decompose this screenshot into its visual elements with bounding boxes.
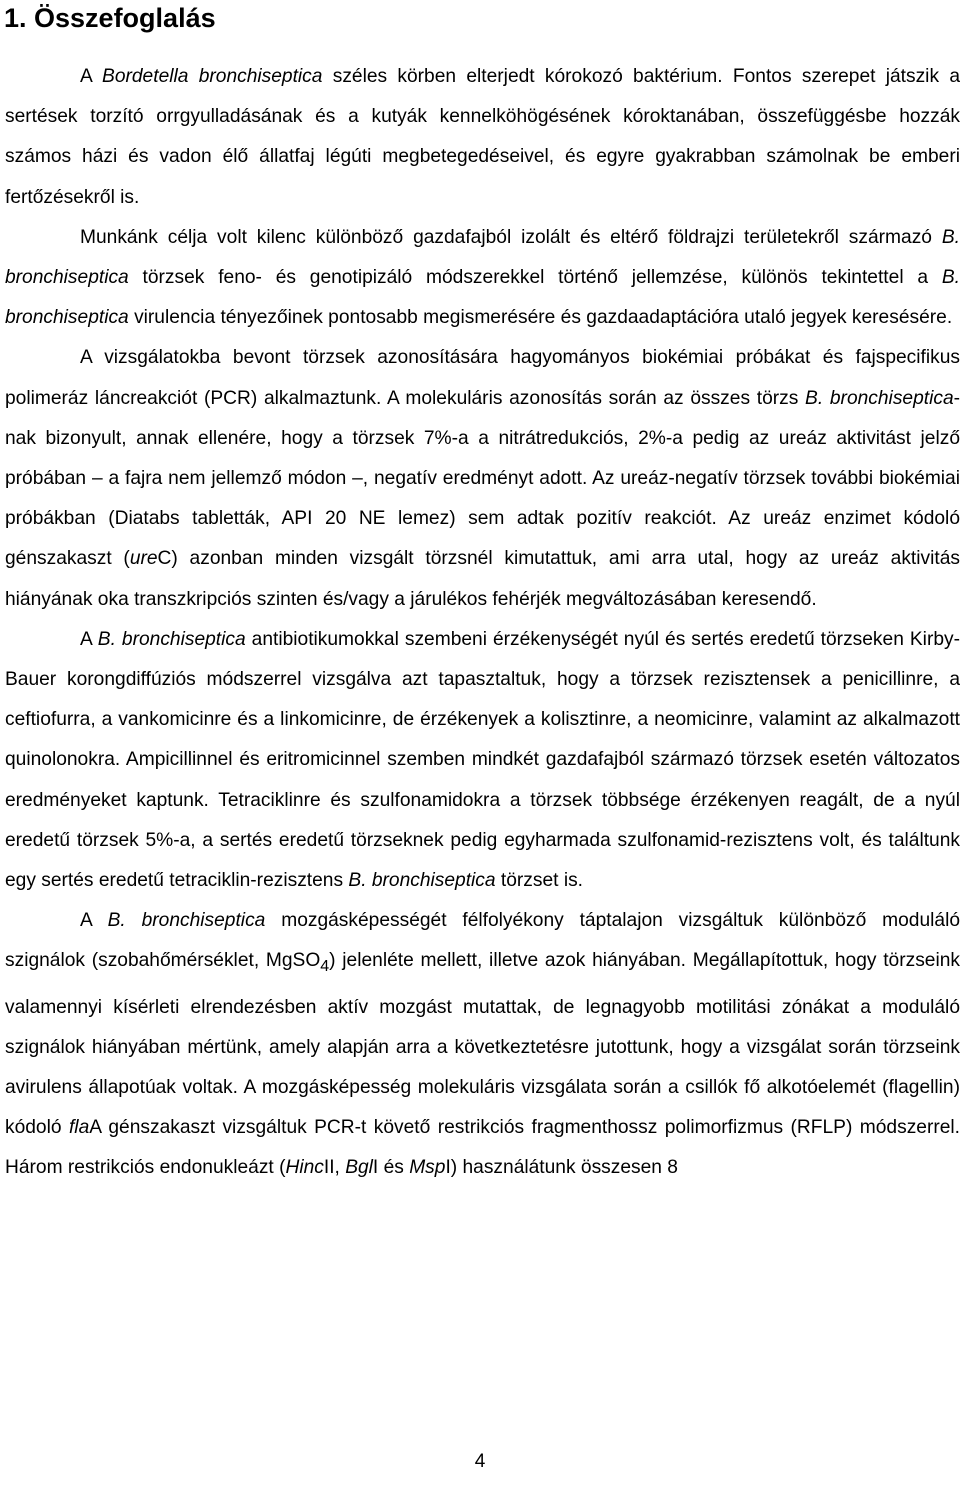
page-number: 4 xyxy=(474,1451,486,1472)
paragraph-5 xyxy=(5,901,960,1188)
text-run: A xyxy=(80,628,98,650)
text-run: mozgásképességét félfolyékony táptalajon vizsgáltuk különböző moduláló szignálok (szobahőmérséklet, MgSO xyxy=(5,910,960,972)
paragraph-3 xyxy=(5,338,960,619)
italic-term: B. bronchiseptica xyxy=(348,870,496,892)
text-run: törzset is. xyxy=(495,870,584,892)
italic-term: fla xyxy=(68,1117,90,1139)
text-run: virulencia tényezőinek pontosabb megismerésére és gazdaadaptációra utaló jegyek keresésére. xyxy=(128,307,953,329)
text-run: ) jelenléte mellett, illetve azok hiányában. Megállapítottuk, hogy törzseink valamennyi kísérleti elrendezésben aktív mozgást mutattak, de legnagyobb motilitási zónákat a moduláló szignálok hiányában mértünk, amely alapján arra a következtetésre jutottunk, hogy a vizsgálat során törzseink avirulens állapotúak voltak. A mozgásképesség molekuláris vizsgálata során a csillók fő alkotóelemét (flagellin) kódoló xyxy=(5,950,960,1139)
italic-term: Msp xyxy=(409,1157,446,1179)
text-run: I és xyxy=(372,1157,410,1179)
italic-term: B. bronchiseptica xyxy=(5,267,960,329)
paragraph-4 xyxy=(5,620,960,901)
italic-term: Bgl xyxy=(345,1157,373,1179)
italic-term: B. bronchiseptica xyxy=(97,628,246,650)
text-run: antibiotikumokkal szembeni érzékenységét nyúl és sertés eredetű törzseken Kirby-Bauer korongdiffúziós módszerrel vizsgálva azt tapasztaltuk, hogy a törzsek rezisztensek a penicillinre, a ceftiofurra, a vankomicinre és a linkomicinre, de érzékenyek a kolisztinre, a neomicinre, valamint az alkalmazott quinolonokra. Ampicillinnel és eritromicinnel szemben mindkét gazdafajból származó törzsek esetén változatos eredményeket kaptunk. Tetraciklinre és szulfonamidokra a törzsek többsége érzékenyen reagált, de a nyúl eredetű törzsek 5%-a, a sertés eredetű törzseknek pedig egyharmada szulfonamid-rezisztens volt, és találtunk egy sertés eredetű tetraciklin-rezisztens xyxy=(5,628,960,892)
section-heading: 1. Összefoglalás xyxy=(4,3,216,33)
text-run: C) azonban minden vizsgált törzsnél kimutattuk, ami arra utal, hogy az ureáz aktivitás hiányának oka transzkripciós szinten és/vagy a járulékos fehérjék megváltozásában keresendő. xyxy=(5,548,960,610)
text-run: A vizsgálatokba bevont törzsek azonosítására hagyományos biokémiai próbákat és fajspecifikus polimeráz láncreakciót (PCR) alkalmaztunk. A molekuláris azonosítás során az összes törzs xyxy=(5,347,960,409)
text-run: Munkánk célja volt kilenc különböző gazdafajból izolált és eltérő földrajzi területekről származó xyxy=(80,226,942,248)
italic-term: Hinc xyxy=(285,1157,324,1179)
text-run: A xyxy=(80,66,103,87)
text-run: széles körben elterjedt kórokozó baktérium. Fontos szerepet játszik a sertések torzító orrgyulladásának és a kutyák kennelköhögésének kóroktanában, összefüggésbe hozzák számos házi és vadon élő állatfaj légúti megbetegedéseivel, és egyre gyakrabban számolnak be emberi fertőzésekről is. xyxy=(5,66,960,208)
italic-term: B. bronchiseptica xyxy=(107,910,266,932)
italic-term: B. bronchiseptica xyxy=(805,387,954,409)
text-run: A génszakaszt vizsgáltuk PCR-t követő restrikciós fragmenthossz polimorfizmus (RFLP) módszerrel. Három restrikciós endonukleázt ( xyxy=(5,1117,960,1179)
paragraph-2 xyxy=(5,218,960,339)
text-run: II, xyxy=(323,1157,346,1179)
italic-term: B. bronchiseptica xyxy=(5,226,960,289)
italic-term: Bordetella bronchiseptica xyxy=(102,66,323,87)
text-run: I) használátunk összesen 8 xyxy=(445,1157,678,1179)
text-run: A xyxy=(80,910,108,932)
italic-term: ure xyxy=(129,548,158,570)
text-run: -nak bizonyult, annak ellenére, hogy a törzsek 7%-a a nitrátredukciós, 2%-a pedig az ureáz aktivitást jelző próbában – a fajra nem jellemző módon –, negatív eredményt adott. Az ureáz-negatív törzsek további biokémiai próbákban (Diatabs tabletták, API 20 NE lemez) sem adtak pozitív reakciót. Az ureáz enzimet kódoló génszakaszt ( xyxy=(5,387,960,570)
subscript: 4 xyxy=(320,958,330,976)
text-run: törzsek feno- és genotipizáló módszerekkel történő jellemzése, különös tekintettel a xyxy=(128,267,942,289)
body-text xyxy=(5,57,960,1189)
paragraph-1 xyxy=(5,57,960,218)
